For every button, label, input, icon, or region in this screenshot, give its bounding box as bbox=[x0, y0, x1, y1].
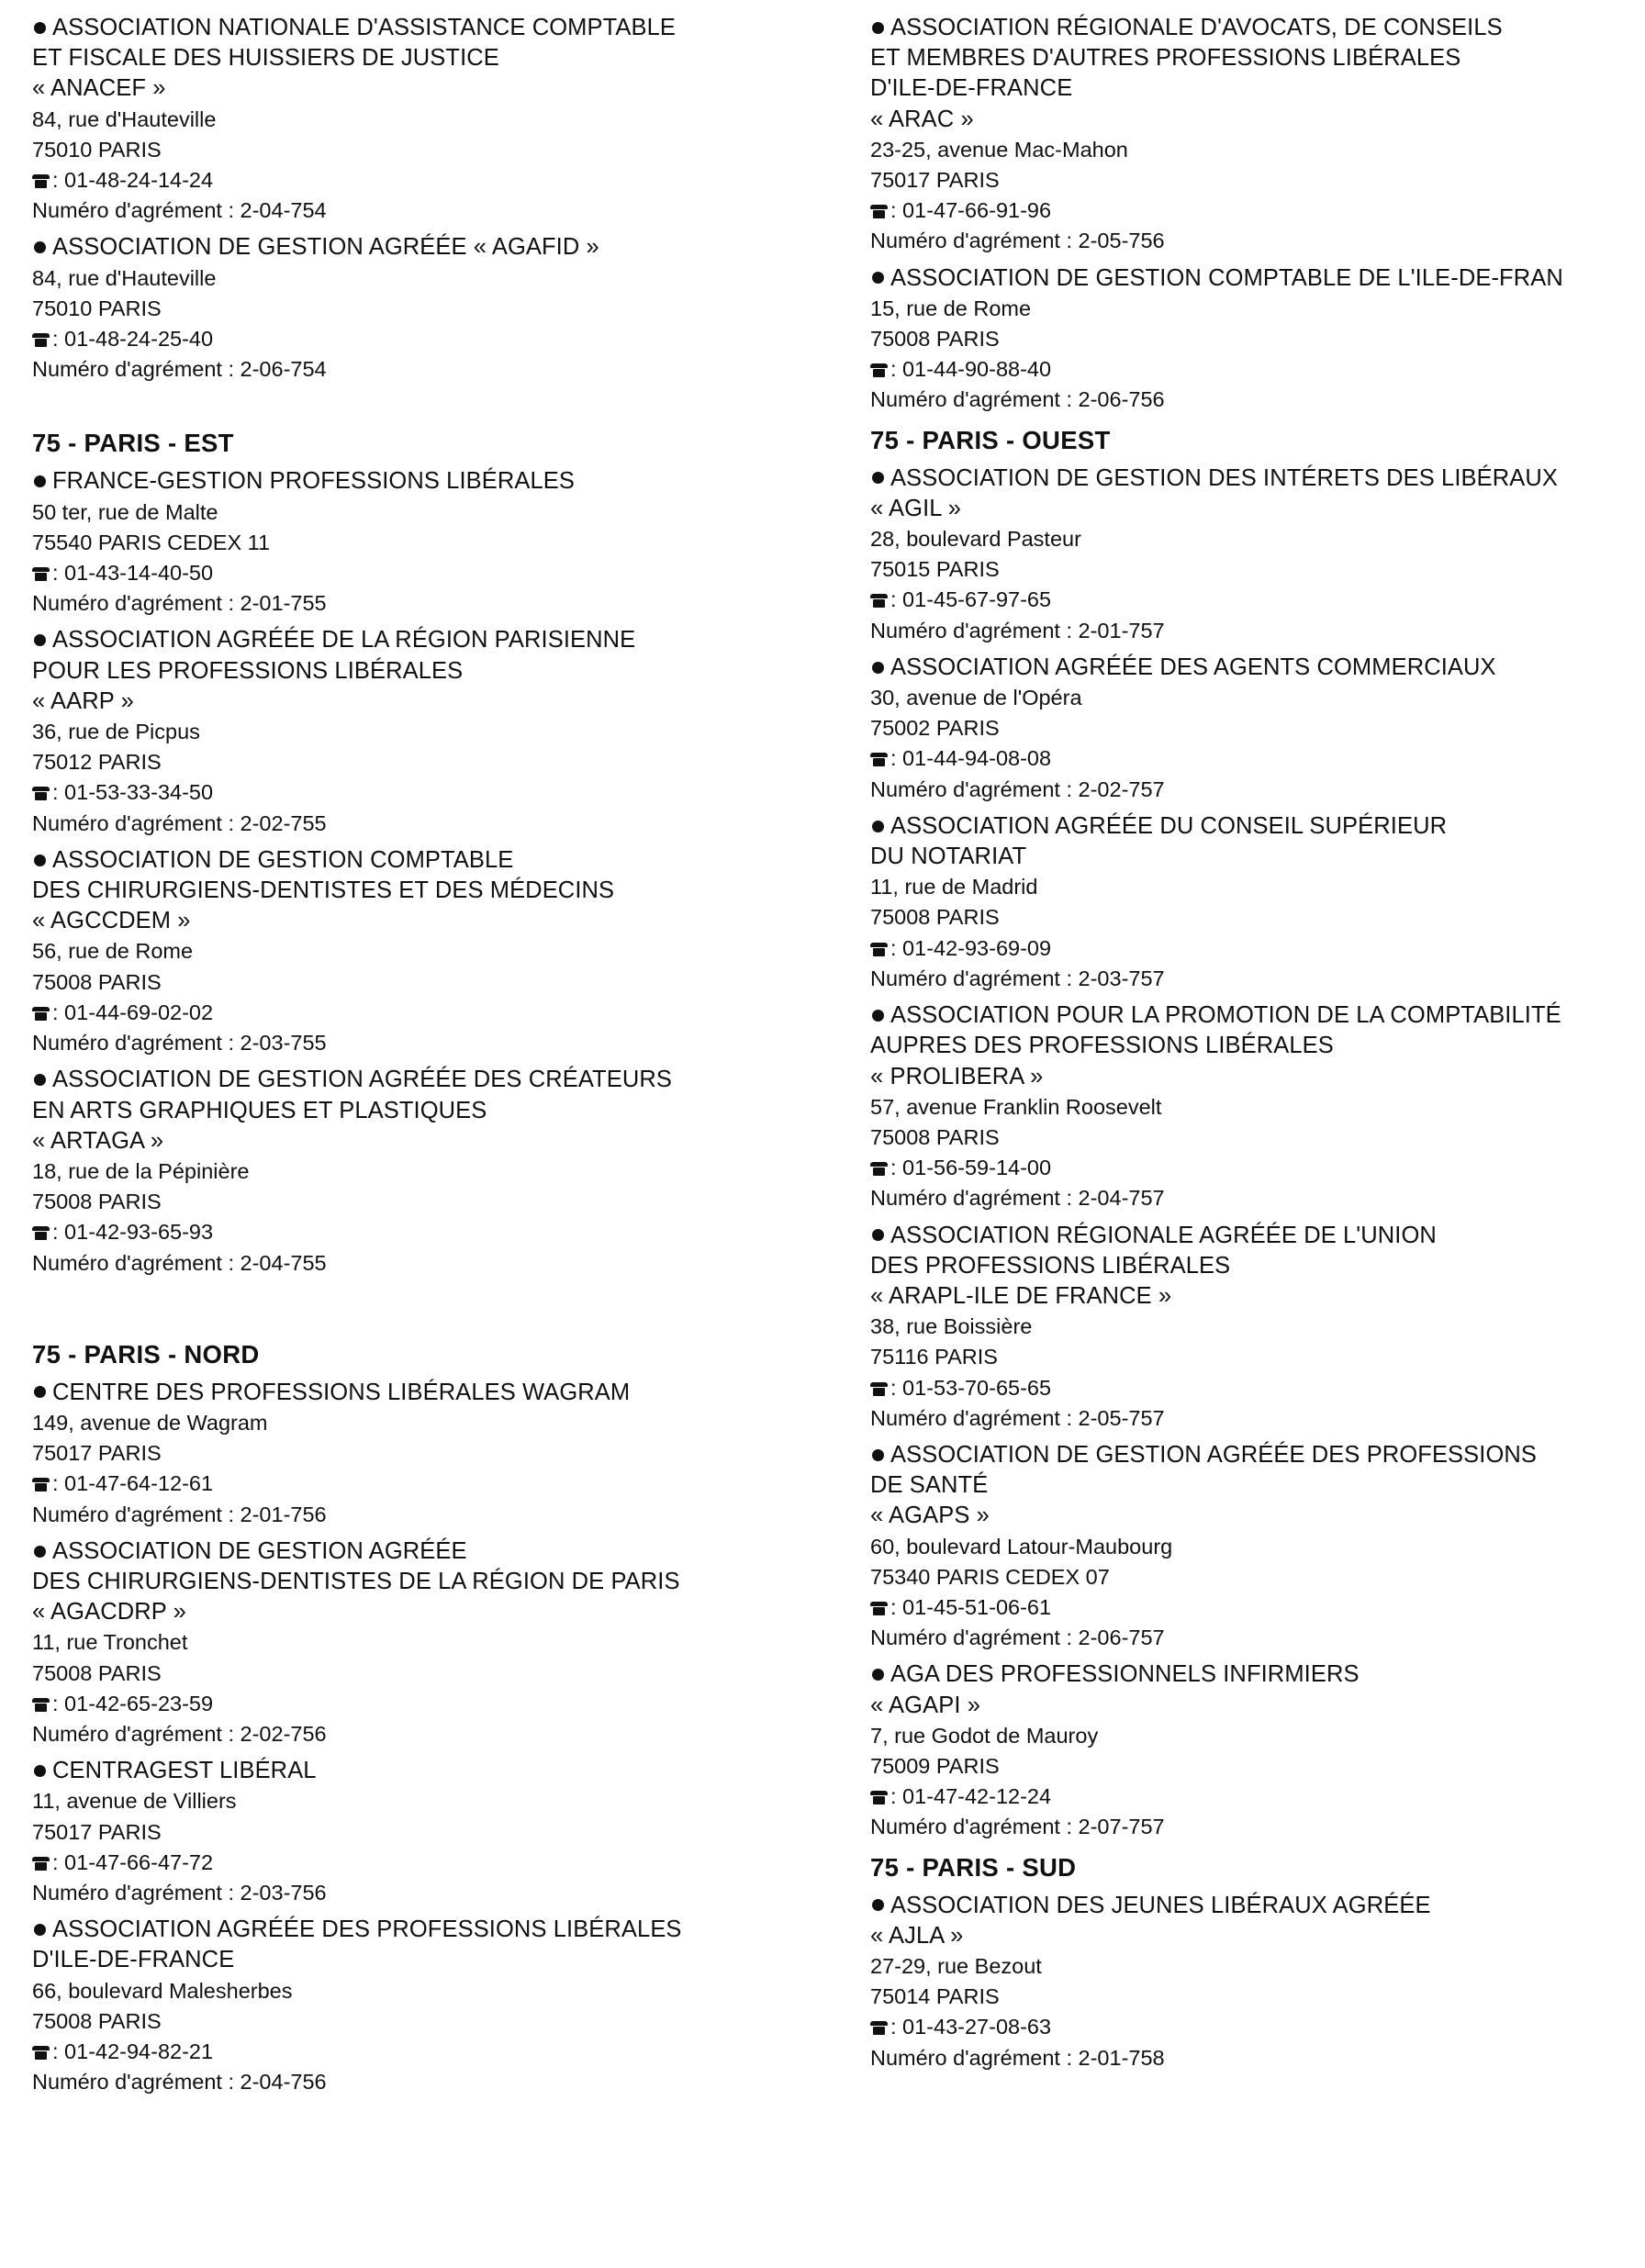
entry-name-text: DU NOTARIAT bbox=[870, 844, 1027, 870]
address-line: 75008 PARIS bbox=[870, 327, 1000, 352]
section-heading: 75 - PARIS - SUD bbox=[870, 1852, 1077, 1882]
entry-name-text: AGA DES PROFESSIONNELS INFIRMIERS bbox=[890, 1661, 1360, 1688]
bullet-icon bbox=[34, 1074, 46, 1086]
phone-number: : 01-47-66-91-96 bbox=[890, 198, 1052, 223]
phone-number: : 01-47-64-12-61 bbox=[52, 1471, 214, 1496]
entry-name-text: ASSOCIATION DE GESTION AGRÉÉE DES PROFESSIONS bbox=[890, 1441, 1538, 1468]
phone-line bbox=[32, 324, 849, 354]
entry-name-text: « PROLIBERA » bbox=[870, 1063, 1044, 1089]
entry-name-line bbox=[32, 845, 849, 876]
phone-line bbox=[32, 998, 849, 1028]
entry-name-continuation bbox=[32, 876, 849, 906]
address-line: 57, avenue Franklin Roosevelt bbox=[870, 1094, 1162, 1119]
address-line: 75009 PARIS bbox=[870, 1753, 1000, 1778]
address-line: 75340 PARIS CEDEX 07 bbox=[870, 1564, 1110, 1589]
agrement-number: Numéro d'agrément : 2-04-755 bbox=[32, 1250, 327, 1275]
entry-name-line bbox=[32, 13, 849, 43]
entry-name-continuation bbox=[870, 1251, 1641, 1281]
agrement-number: Numéro d'agrément : 2-01-756 bbox=[32, 1502, 327, 1526]
entry-name-continuation bbox=[32, 906, 849, 936]
agrement-number: Numéro d'agrément : 2-01-758 bbox=[870, 2045, 1165, 2070]
address-line: 84, rue d'Hauteville bbox=[32, 265, 217, 290]
entry-name-line bbox=[870, 1221, 1641, 1251]
phone-number: : 01-43-14-40-50 bbox=[52, 561, 214, 586]
entry-name-text: ASSOCIATION NATIONALE D'ASSISTANCE COMPTABLE bbox=[52, 15, 677, 40]
entry-name-text: ET FISCALE DES HUISSIERS DE JUSTICE bbox=[32, 45, 499, 72]
phone-number: : 01-42-93-69-09 bbox=[890, 935, 1052, 960]
address-line: 149, avenue de Wagram bbox=[32, 1410, 268, 1435]
address-line: 60, boulevard Latour-Maubourg bbox=[870, 1534, 1173, 1559]
address-line: 11, avenue de Villiers bbox=[32, 1789, 237, 1814]
address-line: 18, rue de la Pépinière bbox=[32, 1158, 250, 1183]
telephone-icon bbox=[870, 1791, 888, 1804]
directory-entry bbox=[870, 263, 1641, 416]
telephone-icon bbox=[870, 2021, 888, 2035]
telephone-icon bbox=[870, 1602, 888, 1615]
address-line: 75017 PARIS bbox=[870, 168, 1000, 193]
address-line: 75010 PARIS bbox=[32, 137, 162, 162]
bullet-icon bbox=[34, 22, 46, 34]
address-line: 75010 PARIS bbox=[32, 296, 162, 320]
address-line: 27-29, rue Bezout bbox=[870, 1953, 1042, 1978]
entry-name-text: EN ARTS GRAPHIQUES ET PLASTIQUES bbox=[32, 1097, 487, 1123]
entry-name-text: ASSOCIATION DE GESTION AGRÉÉE bbox=[52, 1537, 467, 1564]
bullet-icon bbox=[872, 272, 884, 284]
entry-name-line bbox=[870, 653, 1641, 683]
entry-name-line bbox=[870, 1659, 1641, 1690]
entry-name-text: ASSOCIATION AGRÉÉE DU CONSEIL SUPÉRIEUR bbox=[890, 812, 1448, 839]
telephone-icon bbox=[32, 567, 50, 581]
bullet-icon bbox=[34, 475, 46, 487]
address-line: 75116 PARIS bbox=[870, 1345, 998, 1369]
phone-number: : 01-44-69-02-02 bbox=[52, 1000, 214, 1024]
address-line: 75002 PARIS bbox=[870, 716, 1000, 741]
directory-entry bbox=[870, 1000, 1641, 1213]
entry-name-text: « AJLA » bbox=[870, 1922, 964, 1949]
directory-entry bbox=[32, 1915, 849, 2097]
address-line: 75540 PARIS CEDEX 11 bbox=[32, 530, 271, 554]
phone-number: : 01-53-70-65-65 bbox=[890, 1375, 1052, 1400]
address-line: 75015 PARIS bbox=[870, 557, 1000, 582]
entry-name-line bbox=[32, 466, 849, 497]
agrement-number: Numéro d'agrément : 2-06-754 bbox=[32, 357, 327, 382]
phone-number: : 01-53-33-34-50 bbox=[52, 780, 214, 805]
agrement-number: Numéro d'agrément : 2-06-756 bbox=[870, 387, 1165, 412]
entry-name-text: ASSOCIATION AGRÉÉE DES AGENTS COMMERCIAUX bbox=[890, 654, 1496, 680]
agrement-number: Numéro d'agrément : 2-02-757 bbox=[870, 776, 1165, 801]
entry-name-text: POUR LES PROFESSIONS LIBÉRALES bbox=[32, 657, 464, 684]
phone-line bbox=[32, 777, 849, 808]
telephone-icon bbox=[870, 1382, 888, 1396]
address-line: 36, rue de Picpus bbox=[32, 720, 200, 744]
phone-number: : 01-42-65-23-59 bbox=[52, 1691, 214, 1715]
entry-name-text: « AARP » bbox=[32, 687, 134, 714]
entry-name-text: « AGACDRP » bbox=[32, 1599, 186, 1626]
entry-name-continuation bbox=[870, 73, 1641, 104]
entry-name-text: ASSOCIATION DE GESTION COMPTABLE DE L'ILE-DE-FRAN bbox=[890, 264, 1563, 291]
left-column bbox=[32, 13, 849, 2104]
agrement-number: Numéro d'agrément : 2-03-755 bbox=[32, 1031, 327, 1056]
phone-number: : 01-45-67-97-65 bbox=[890, 587, 1052, 612]
bullet-icon bbox=[34, 634, 46, 646]
telephone-icon bbox=[32, 787, 50, 800]
phone-line bbox=[870, 1592, 1641, 1623]
address-line: 11, rue Tronchet bbox=[32, 1630, 188, 1655]
bullet-icon bbox=[872, 22, 884, 34]
phone-line bbox=[870, 2012, 1641, 2042]
entry-name-text: ASSOCIATION DE GESTION AGRÉÉE « AGAFID » bbox=[52, 234, 599, 261]
entry-name-text: ASSOCIATION DES JEUNES LIBÉRAUX AGRÉÉE bbox=[890, 1892, 1431, 1918]
entry-name-text: DES PROFESSIONS LIBÉRALES bbox=[870, 1252, 1231, 1279]
entry-name-text: « AGAPS » bbox=[870, 1503, 990, 1529]
agrement-number: Numéro d'agrément : 2-03-756 bbox=[32, 1880, 327, 1905]
phone-line bbox=[870, 743, 1641, 774]
entry-name-text: « AGAPI » bbox=[870, 1692, 980, 1718]
entry-name-line bbox=[32, 232, 849, 263]
entry-name-continuation bbox=[32, 1126, 849, 1156]
bullet-icon bbox=[34, 1924, 46, 1936]
agrement-number: Numéro d'agrément : 2-04-757 bbox=[870, 1186, 1165, 1211]
entry-name-text: « ANACEF » bbox=[32, 75, 166, 102]
entry-name-text: « ARAPL-ILE DE FRANCE » bbox=[870, 1282, 1172, 1309]
entry-name-line bbox=[870, 464, 1641, 494]
entry-name-continuation bbox=[870, 842, 1641, 872]
entry-name-continuation bbox=[32, 73, 849, 104]
directory-entry bbox=[32, 466, 849, 619]
telephone-icon bbox=[32, 2046, 50, 2060]
bullet-icon bbox=[872, 1010, 884, 1022]
address-line: 30, avenue de l'Opéra bbox=[870, 686, 1082, 710]
entry-name-text: DES CHIRURGIENS-DENTISTES ET DES MÉDECINS bbox=[32, 877, 615, 904]
agrement-number: Numéro d'agrément : 2-03-757 bbox=[870, 966, 1165, 990]
right-column bbox=[870, 13, 1641, 2080]
address-line: 28, boulevard Pasteur bbox=[870, 527, 1081, 552]
address-line: 75017 PARIS bbox=[32, 1819, 162, 1844]
entry-name-line bbox=[870, 1000, 1641, 1031]
phone-line bbox=[32, 1469, 849, 1499]
phone-line bbox=[870, 1782, 1641, 1812]
entry-name-text: D'ILE-DE-FRANCE bbox=[32, 1947, 235, 1973]
agrement-number: Numéro d'agrément : 2-02-755 bbox=[32, 810, 327, 835]
address-line: 75017 PARIS bbox=[32, 1441, 162, 1466]
section-heading: 75 - PARIS - EST bbox=[32, 429, 234, 458]
phone-number: : 01-47-66-47-72 bbox=[52, 1849, 214, 1874]
entry-name-continuation bbox=[32, 1597, 849, 1627]
bullet-icon bbox=[872, 1669, 884, 1681]
entry-name-text: ASSOCIATION DE GESTION COMPTABLE bbox=[52, 846, 514, 873]
entry-name-text: ASSOCIATION DE GESTION AGRÉÉE DES CRÉATEURS bbox=[52, 1067, 672, 1093]
phone-number: : 01-56-59-14-00 bbox=[890, 1156, 1052, 1180]
section-heading: 75 - PARIS - NORD bbox=[32, 1339, 260, 1369]
entry-name-text: DE SANTÉ bbox=[870, 1472, 989, 1499]
phone-line bbox=[870, 585, 1641, 615]
phone-number: : 01-48-24-25-40 bbox=[52, 327, 214, 352]
agrement-number: Numéro d'agrément : 2-02-756 bbox=[32, 1721, 327, 1746]
phone-line bbox=[870, 354, 1641, 385]
agrement-number: Numéro d'agrément : 2-05-757 bbox=[870, 1405, 1165, 1430]
telephone-icon bbox=[32, 1478, 50, 1492]
address-line: 38, rue Boissière bbox=[870, 1314, 1033, 1339]
phone-line bbox=[32, 1689, 849, 1719]
phone-line bbox=[870, 196, 1641, 226]
directory-entry bbox=[870, 653, 1641, 805]
entry-name-text: ASSOCIATION DE GESTION DES INTÉRETS DES LIBÉRAUX bbox=[890, 464, 1558, 491]
phone-number: : 01-43-27-08-63 bbox=[890, 2015, 1052, 2039]
entry-name-line bbox=[870, 263, 1641, 294]
directory-entry bbox=[870, 811, 1641, 994]
entry-name-continuation bbox=[870, 105, 1641, 135]
entry-name-continuation bbox=[870, 1470, 1641, 1501]
address-line: 75008 PARIS bbox=[32, 2008, 162, 2033]
entry-name-line bbox=[32, 1536, 849, 1567]
telephone-icon bbox=[32, 174, 50, 188]
bullet-icon bbox=[872, 1899, 884, 1911]
bullet-icon bbox=[34, 1765, 46, 1777]
bullet-icon bbox=[34, 1386, 46, 1398]
entry-name-continuation bbox=[32, 1567, 849, 1597]
telephone-icon bbox=[32, 1007, 50, 1021]
entry-name-text: « ARAC » bbox=[870, 106, 974, 132]
phone-line bbox=[32, 2037, 849, 2067]
phone-number: : 01-47-42-12-24 bbox=[890, 1784, 1052, 1809]
telephone-icon bbox=[32, 1857, 50, 1871]
entry-name-line bbox=[32, 1065, 849, 1095]
directory-entry bbox=[870, 464, 1641, 646]
phone-number: : 01-44-90-88-40 bbox=[890, 357, 1052, 382]
entry-name-text: CENTRAGEST LIBÉRAL bbox=[52, 1758, 317, 1784]
directory-entry bbox=[32, 1536, 849, 1749]
entry-name-continuation bbox=[870, 43, 1641, 73]
bullet-icon bbox=[872, 472, 884, 484]
telephone-icon bbox=[870, 205, 888, 218]
agrement-number: Numéro d'agrément : 2-01-757 bbox=[870, 618, 1165, 642]
agrement-number: Numéro d'agrément : 2-05-756 bbox=[870, 229, 1165, 253]
bullet-icon bbox=[34, 241, 46, 253]
phone-line bbox=[870, 1373, 1641, 1403]
entry-name-continuation bbox=[32, 687, 849, 717]
entry-name-text: ASSOCIATION RÉGIONALE D'AVOCATS, DE CONSEILS bbox=[890, 15, 1503, 40]
phone-line bbox=[870, 1153, 1641, 1183]
entry-name-continuation bbox=[870, 1031, 1641, 1061]
entry-name-line bbox=[870, 1891, 1641, 1921]
entry-name-text: D'ILE-DE-FRANCE bbox=[870, 75, 1073, 102]
address-line: 75008 PARIS bbox=[870, 1124, 1000, 1149]
entry-name-text: ASSOCIATION RÉGIONALE AGRÉÉE DE L'UNION bbox=[890, 1222, 1437, 1248]
address-line: 75014 PARIS bbox=[870, 1984, 1000, 2009]
directory-entry bbox=[870, 1440, 1641, 1653]
entry-name-continuation bbox=[32, 1945, 849, 1975]
entry-name-continuation bbox=[870, 1062, 1641, 1092]
address-line: 66, boulevard Malesherbes bbox=[32, 1978, 293, 2003]
bullet-icon bbox=[34, 855, 46, 866]
phone-number: : 01-45-51-06-61 bbox=[890, 1594, 1052, 1619]
entry-name-text: ASSOCIATION AGRÉÉE DES PROFESSIONS LIBÉRALES bbox=[52, 1916, 682, 1943]
entry-name-text: « AGCCDEM » bbox=[32, 908, 191, 934]
telephone-icon bbox=[32, 1698, 50, 1712]
entry-name-text: « ARTAGA » bbox=[32, 1127, 164, 1154]
directory-entry bbox=[32, 625, 849, 838]
directory-entry bbox=[870, 1891, 1641, 2073]
address-line: 15, rue de Rome bbox=[870, 296, 1032, 320]
bullet-icon bbox=[872, 1449, 884, 1461]
entry-name-continuation bbox=[32, 1096, 849, 1126]
phone-line bbox=[870, 933, 1641, 964]
entry-name-line bbox=[32, 1756, 849, 1786]
entry-name-continuation bbox=[870, 1501, 1641, 1531]
telephone-icon bbox=[870, 363, 888, 377]
entry-name-text: ASSOCIATION AGRÉÉE DE LA RÉGION PARISIENNE bbox=[52, 627, 636, 654]
address-line: 11, rue de Madrid bbox=[870, 875, 1038, 899]
entry-name-line bbox=[870, 13, 1641, 43]
entry-name-continuation bbox=[32, 43, 849, 73]
entry-name-line bbox=[32, 1378, 849, 1408]
address-line: 56, rue de Rome bbox=[32, 939, 194, 964]
telephone-icon bbox=[870, 753, 888, 766]
directory-entry bbox=[32, 1065, 849, 1278]
entry-name-text: CENTRE DES PROFESSIONS LIBÉRALES WAGRAM bbox=[52, 1379, 631, 1405]
address-line: 23-25, avenue Mac-Mahon bbox=[870, 137, 1128, 162]
entry-name-text: ASSOCIATION POUR LA PROMOTION DE LA COMPTABILITÉ bbox=[890, 1002, 1561, 1029]
address-line: 7, rue Godot de Mauroy bbox=[870, 1723, 1099, 1748]
directory-entry bbox=[32, 845, 849, 1058]
phone-number: : 01-42-94-82-21 bbox=[52, 2039, 214, 2063]
address-line: 75008 PARIS bbox=[32, 969, 162, 994]
agrement-number: Numéro d'agrément : 2-04-754 bbox=[32, 198, 327, 223]
entry-name-continuation bbox=[32, 656, 849, 687]
bullet-icon bbox=[872, 821, 884, 832]
directory-entry bbox=[870, 1659, 1641, 1842]
directory-entry bbox=[32, 1378, 849, 1530]
entry-name-text: AUPRES DES PROFESSIONS LIBÉRALES bbox=[870, 1033, 1334, 1059]
directory-entry bbox=[870, 13, 1641, 257]
phone-number: : 01-44-94-08-08 bbox=[890, 746, 1052, 771]
address-line: 50 ter, rue de Malte bbox=[32, 499, 218, 524]
section-heading: 75 - PARIS - OUEST bbox=[870, 425, 1111, 454]
phone-line bbox=[32, 1848, 849, 1878]
directory-entry bbox=[32, 1756, 849, 1908]
bullet-icon bbox=[872, 1229, 884, 1241]
directory-entry bbox=[32, 232, 849, 385]
address-line: 75008 PARIS bbox=[32, 1660, 162, 1685]
entry-name-continuation bbox=[870, 1921, 1641, 1951]
agrement-number: Numéro d'agrément : 2-01-755 bbox=[32, 591, 327, 616]
entry-name-line bbox=[870, 811, 1641, 842]
entry-name-line bbox=[32, 625, 849, 655]
telephone-icon bbox=[870, 594, 888, 608]
address-line: 75008 PARIS bbox=[32, 1190, 162, 1214]
phone-line bbox=[32, 165, 849, 196]
entry-name-text: FRANCE-GESTION PROFESSIONS LIBÉRALES bbox=[52, 468, 575, 495]
entry-name-text: ET MEMBRES D'AUTRES PROFESSIONS LIBÉRALES bbox=[870, 45, 1461, 72]
phone-number: : 01-42-93-65-93 bbox=[52, 1220, 214, 1245]
entry-name-text: DES CHIRURGIENS-DENTISTES DE LA RÉGION DE PARIS bbox=[32, 1568, 680, 1594]
entry-name-text: « AGIL » bbox=[870, 495, 962, 521]
phone-line bbox=[32, 558, 849, 588]
agrement-number: Numéro d'agrément : 2-04-756 bbox=[32, 2070, 327, 2095]
address-line: 75012 PARIS bbox=[32, 750, 162, 775]
address-line: 84, rue d'Hauteville bbox=[32, 106, 217, 131]
bullet-icon bbox=[872, 662, 884, 674]
telephone-icon bbox=[870, 1162, 888, 1176]
telephone-icon bbox=[32, 333, 50, 347]
entry-name-continuation bbox=[870, 1691, 1641, 1721]
telephone-icon bbox=[32, 1226, 50, 1240]
entry-name-line bbox=[870, 1440, 1641, 1470]
agrement-number: Numéro d'agrément : 2-07-757 bbox=[870, 1815, 1165, 1839]
bullet-icon bbox=[34, 1546, 46, 1558]
telephone-icon bbox=[870, 943, 888, 956]
directory-entry bbox=[870, 1221, 1641, 1434]
phone-line bbox=[32, 1217, 849, 1247]
agrement-number: Numéro d'agrément : 2-06-757 bbox=[870, 1626, 1165, 1650]
entry-name-continuation bbox=[870, 1281, 1641, 1312]
entry-name-line bbox=[32, 1915, 849, 1945]
address-line: 75008 PARIS bbox=[870, 905, 1000, 930]
directory-entry bbox=[32, 13, 849, 226]
entry-name-continuation bbox=[870, 494, 1641, 524]
phone-number: : 01-48-24-14-24 bbox=[52, 168, 214, 193]
